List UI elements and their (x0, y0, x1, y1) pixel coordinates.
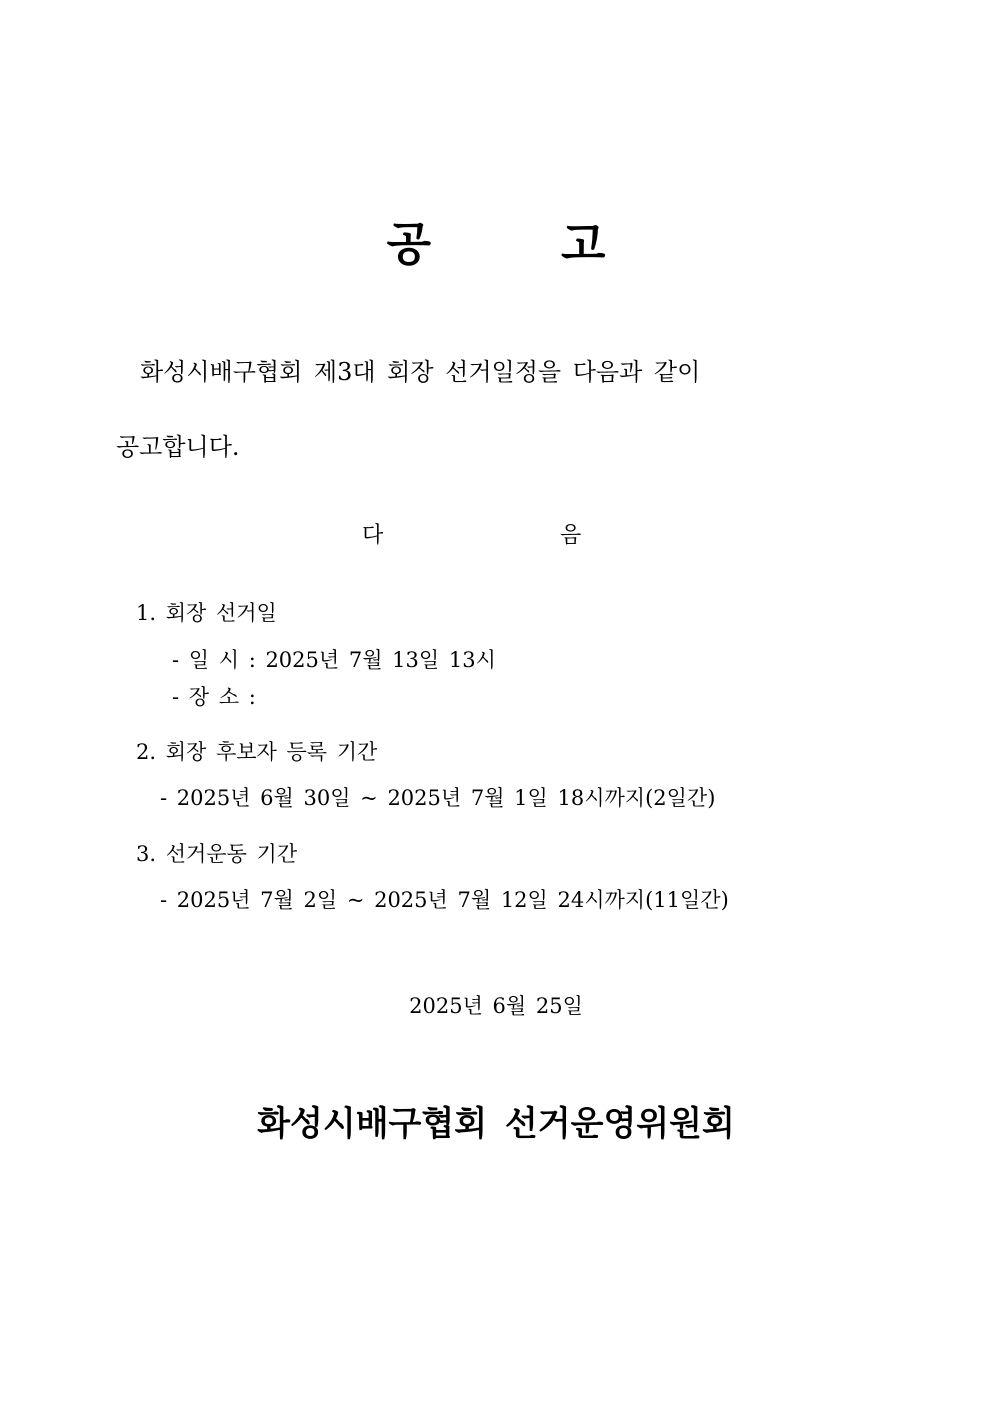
heading-part-2: 음 (560, 523, 582, 548)
document-title (0, 208, 992, 274)
section-2-item-period: - 2025년 6월 30일 ~ 2025년 7월 1일 18시까지(2일간) (160, 786, 716, 810)
organization-name: 화성시배구협회 선거운영위원회 (257, 1104, 735, 1144)
intro-line-1: 화성시배구협회 제3대 회장 선거일정을 다음과 같이 (140, 358, 701, 386)
section-1-item-location: - 장 소 : (172, 685, 256, 709)
section-2-heading: 2. 회장 후보자 등록 기간 (136, 740, 378, 764)
title-part-1: 공 (386, 217, 431, 271)
section-3-heading: 3. 선거운동 기간 (136, 842, 298, 866)
title-part-2: 고 (561, 217, 606, 271)
section-1-heading: 1. 회장 선거일 (136, 601, 277, 625)
section-1-item-datetime: - 일 시 : 2025년 7월 13일 13시 (172, 648, 496, 672)
heading-part-1: 다 (362, 523, 384, 548)
notice-date: 2025년 6월 25일 (409, 994, 583, 1018)
intro-line-2: 공고합니다. (116, 433, 240, 461)
section-3-item-period: - 2025년 7월 2일 ~ 2025년 7월 12일 24시까지(11일간) (160, 888, 729, 912)
